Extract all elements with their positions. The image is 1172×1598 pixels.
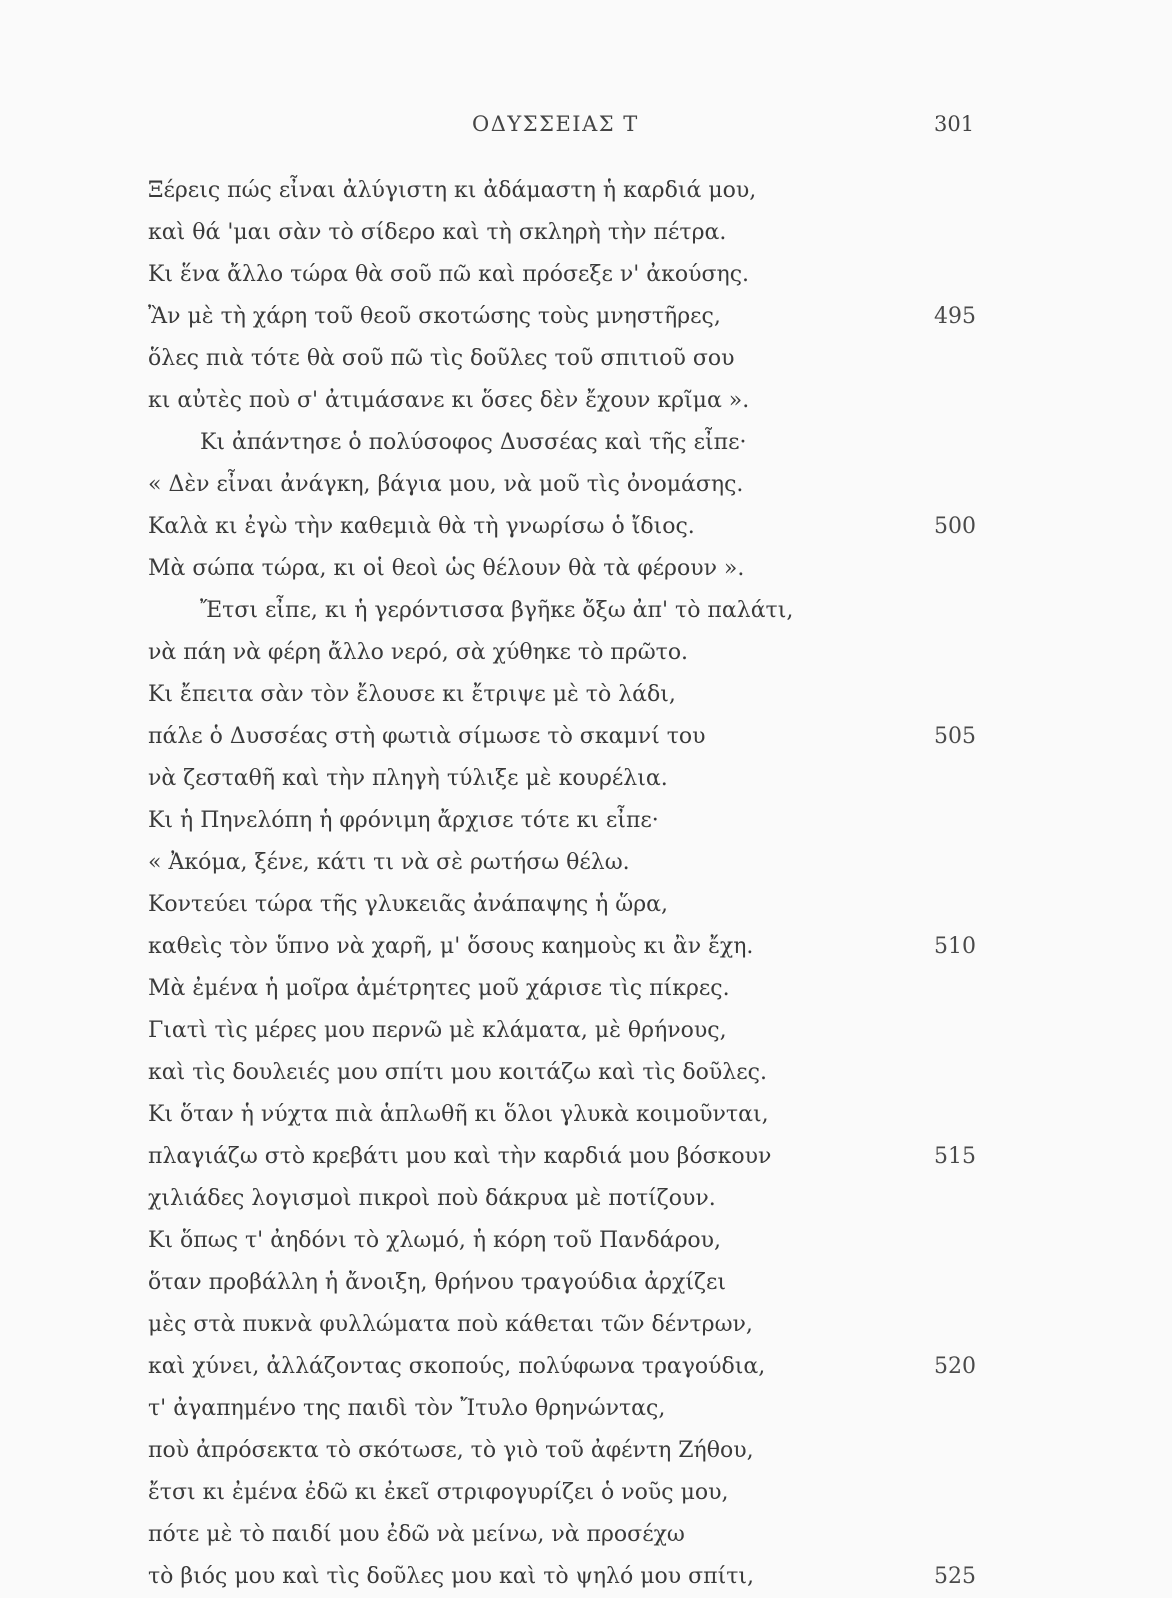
verse-line — [148, 1010, 1028, 1052]
line-number: 505 — [934, 724, 976, 749]
verse-text: τὸ βιός μου καὶ τὶς δοῦλες μου καὶ τὸ ψηλό μου σπίτι, — [148, 1564, 755, 1589]
verse-line — [148, 1472, 1028, 1514]
verse-text: ποὺ ἀπρόσεκτα τὸ σκότωσε, τὸ γιὸ τοῦ ἀφέντη Ζήθου, — [148, 1438, 754, 1463]
verse-text: Κι ἡ Πηνελόπη ἡ φρόνιμη ἄρχισε τότε κι εἶπε· — [148, 808, 659, 833]
verse-line — [148, 1094, 1028, 1136]
verse-text: Κι ἀπάντησε ὁ πολύσοφος Δυσσέας καὶ τῆς εἶπε· — [200, 430, 747, 455]
verse-line — [148, 1178, 1028, 1220]
verse-line — [148, 338, 1028, 380]
verse-text: νὰ πάη νὰ φέρη ἄλλο νερό, σὰ χύθηκε τὸ πρῶτο. — [148, 640, 689, 665]
verse-line — [148, 548, 1028, 590]
verse-line — [148, 632, 1028, 674]
line-number: 510 — [934, 934, 976, 959]
running-head — [0, 112, 1172, 142]
verse-line — [148, 1514, 1028, 1556]
verse-line — [148, 1262, 1028, 1304]
verse-text: Κι ἔπειτα σὰν τὸν ἔλουσε κι ἔτριψε μὲ τὸ λάδι, — [148, 682, 676, 707]
verse-text: κι αὐτὲς ποὺ σ' ἀτιμάσανε κι ὅσες δὲν ἔχουν κρῖμα ». — [148, 388, 750, 413]
verse-text: μὲς στὰ πυκνὰ φυλλώματα ποὺ κάθεται τῶν δέντρων, — [148, 1312, 753, 1337]
verse-line — [148, 1220, 1028, 1262]
line-number: 500 — [934, 514, 976, 539]
line-number: 515 — [934, 1144, 976, 1169]
verse-text: χιλιάδες λογισμοὶ πικροὶ ποὺ δάκρυα μὲ ποτίζουν. — [148, 1186, 716, 1211]
verse-line — [148, 800, 1028, 842]
verse-text: ἔτσι κι ἐμένα ἐδῶ κι ἐκεῖ στριφογυρίζει ὁ νοῦς μου, — [148, 1480, 729, 1505]
verse-text: Καλὰ κι ἐγὼ τὴν καθεμιὰ θὰ τὴ γνωρίσω ὁ ἴδιος. — [148, 514, 695, 539]
verse-line — [148, 380, 1028, 422]
verse-text: Μὰ σώπα τώρα, κι οἱ θεοὶ ὡς θέλουν θὰ τὰ φέρουν ». — [148, 556, 745, 581]
verse-line — [148, 968, 1028, 1010]
verse-line — [148, 674, 1028, 716]
page-number: 301 — [934, 112, 975, 136]
verse-text: Κοντεύει τώρα τῆς γλυκειᾶς ἀνάπαψης ἡ ὥρα, — [148, 892, 669, 917]
verse-line — [148, 1388, 1028, 1430]
verse-line — [148, 422, 1028, 464]
verse-line — [148, 1430, 1028, 1472]
verse-line — [148, 842, 1028, 884]
verse-text: πότε μὲ τὸ παιδί μου ἐδῶ νὰ μείνω, νὰ προσέχω — [148, 1522, 685, 1547]
verse-line — [148, 1304, 1028, 1346]
verse-text: καθεὶς τὸν ὕπνο νὰ χαρῆ, μ' ὅσους καημοὺς κι ἂν ἔχη. — [148, 934, 754, 959]
verse-line — [148, 1052, 1028, 1094]
verse-text: Ξέρεις πώς εἶναι ἀλύγιστη κι ἀδάμαστη ἡ καρδιά μου, — [148, 178, 757, 203]
verse-text: Ἂν μὲ τὴ χάρη τοῦ θεοῦ σκοτώσης τοὺς μνηστῆρες, — [148, 304, 721, 329]
verse-line — [148, 1136, 1028, 1178]
verse-line — [148, 758, 1028, 800]
verse-line — [148, 212, 1028, 254]
verse-text: ὅταν προβάλλη ἡ ἄνοιξη, θρήνου τραγούδια ἀρχίζει — [148, 1270, 726, 1295]
verse-line — [148, 296, 1028, 338]
verse-line — [148, 884, 1028, 926]
verse-line — [148, 926, 1028, 968]
verse-line — [148, 1556, 1028, 1598]
line-number: 525 — [934, 1564, 976, 1589]
verse-line — [148, 716, 1028, 758]
verse-text: πάλε ὁ Δυσσέας στὴ φωτιὰ σίμωσε τὸ σκαμνί του — [148, 724, 706, 749]
verse-text: Ἔτσι εἶπε, κι ἡ γερόντισσα βγῆκε ὄξω ἀπ' τὸ παλάτι, — [200, 598, 794, 623]
verse-line — [148, 464, 1028, 506]
verse-line — [148, 1346, 1028, 1388]
verse-text: ὅλες πιὰ τότε θὰ σοῦ πῶ τὶς δοῦλες τοῦ σπιτιοῦ σου — [148, 346, 735, 371]
verse-text: « Δὲν εἶναι ἀνάγκη, βάγια μου, νὰ μοῦ τὶς ὀνομάσης. — [148, 472, 744, 497]
verse-text: Κι ἕνα ἄλλο τώρα θὰ σοῦ πῶ καὶ πρόσεξε ν' ἀκούσης. — [148, 262, 750, 287]
verse-line — [148, 590, 1028, 632]
verse-text: Μὰ ἐμένα ἡ μοῖρα ἀμέτρητες μοῦ χάρισε τὶς πίκρες. — [148, 976, 730, 1001]
verse-line — [148, 506, 1028, 548]
verse-text: « Ἀκόμα, ξένε, κάτι τι νὰ σὲ ρωτήσω θέλω. — [148, 850, 630, 875]
verse-text: καὶ θά 'μαι σὰν τὸ σίδερο καὶ τὴ σκληρὴ τὴν πέτρα. — [148, 220, 727, 245]
verse-text: Κι ὅπως τ' ἀηδόνι τὸ χλωμό, ἡ κόρη τοῦ Πανδάρου, — [148, 1228, 722, 1253]
verse-text: καὶ τὶς δουλειές μου σπίτι μου κοιτάζω καὶ τὶς δοῦλες. — [148, 1060, 767, 1085]
verse-text: τ' ἀγαπημένο της παιδὶ τὸν Ἴτυλο θρηνώντας, — [148, 1396, 666, 1421]
verse-line — [148, 170, 1028, 212]
running-title: ΟΔΥΣΣΕΙΑΣ Τ — [472, 112, 639, 136]
line-number: 520 — [934, 1354, 976, 1379]
verse-text: Κι ὅταν ἡ νύχτα πιὰ ἁπλωθῆ κι ὅλοι γλυκὰ κοιμοῦνται, — [148, 1102, 769, 1127]
verse-text: νὰ ζεσταθῆ καὶ τὴν πληγὴ τύλιξε μὲ κουρέλια. — [148, 766, 668, 791]
line-number: 495 — [934, 304, 976, 329]
verse-line — [148, 254, 1028, 296]
verse-text: πλαγιάζω στὸ κρεβάτι μου καὶ τὴν καρδιά μου βόσκουν — [148, 1144, 772, 1169]
verse-text: καὶ χύνει, ἀλλάζοντας σκοπούς, πολύφωνα τραγούδια, — [148, 1354, 766, 1379]
verse-text: Γιατὶ τὶς μέρες μου περνῶ μὲ κλάματα, μὲ θρήνους, — [148, 1018, 727, 1043]
verse-block — [148, 170, 1028, 1598]
